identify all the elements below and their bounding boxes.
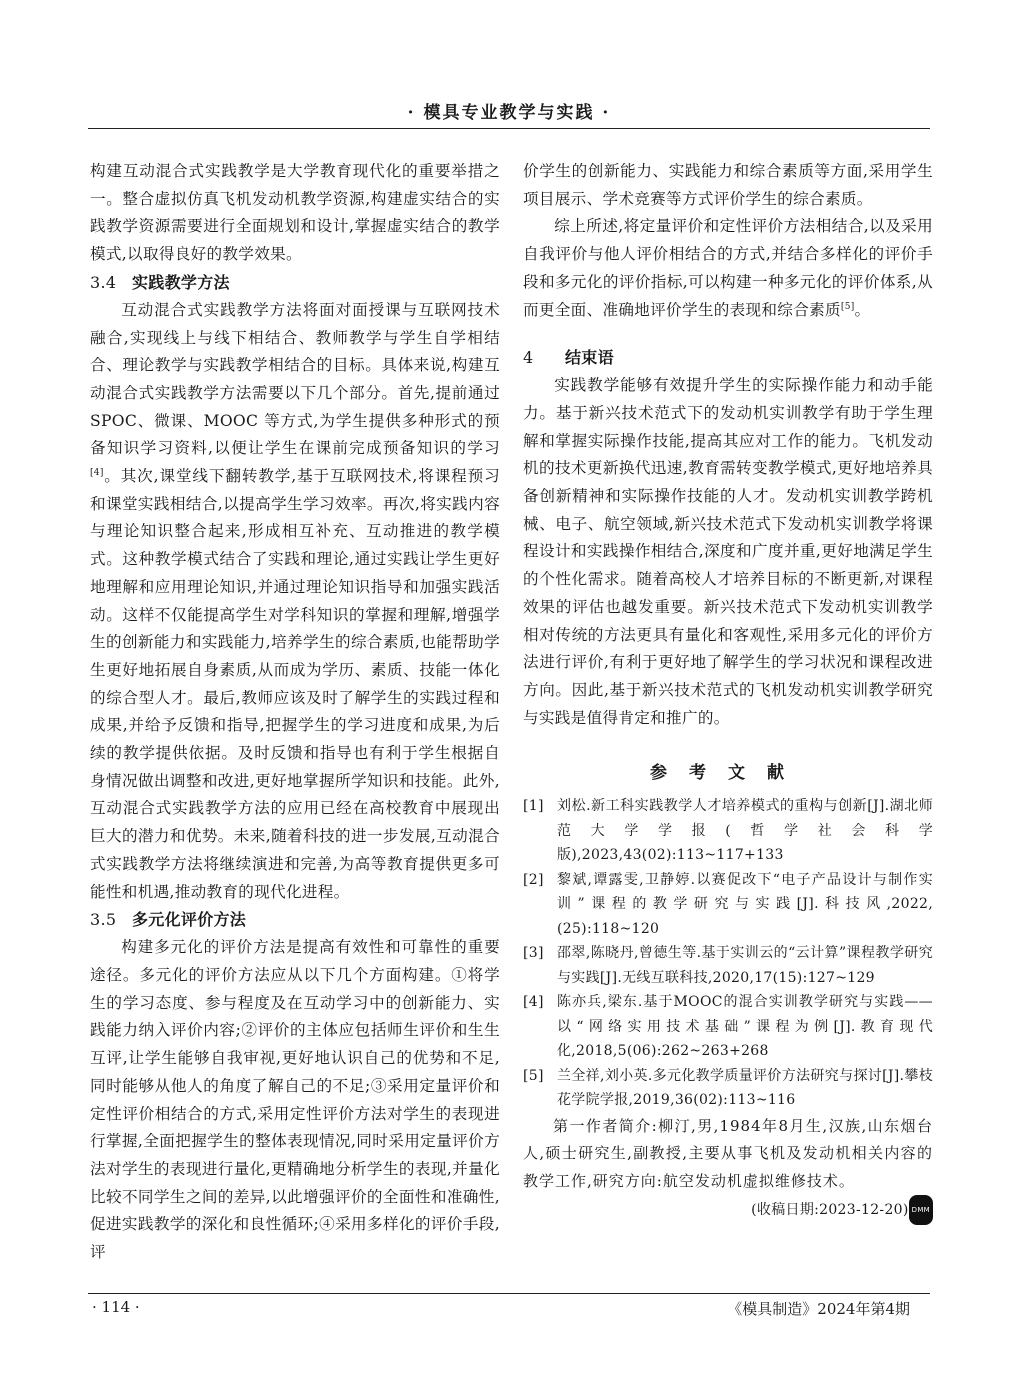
reference-text: 兰全祥,刘小英.多元化教学质量评价方法研究与探讨[J].攀枝花学院学报,2019,36(02):113~116 [557, 1067, 933, 1109]
reference-item [523, 794, 933, 868]
running-header: · 模具专业教学与实践 · [407, 103, 611, 123]
citation: [5] [840, 301, 855, 312]
section-title: 多元化评价方法 [132, 910, 247, 930]
page-number: · 114 · [92, 1298, 140, 1316]
section-title: 结束语 [565, 348, 614, 368]
section-heading-3-5 [90, 906, 500, 934]
reference-text: 邵翠,陈晓丹,曾德生等.基于实训云的“云计算”课程教学研究与实践[J].无线互联科技,2020,17(15):127~129 [557, 945, 933, 986]
reference-number: [2] [523, 871, 544, 888]
section-number: 3.5 [90, 910, 117, 930]
references-title: 参考文献 [650, 763, 806, 784]
section-number: 3.4 [90, 272, 117, 292]
paragraph: 实践教学能够有效提升学生的实际操作能力和动手能力。基于新兴技术范式下的发动机实训教学有助于学生理解和掌握实际操作技能,提高其应对工作的能力。飞机发动机的技术更新换代迅速,教育需转变教学模式,更好地培养具备创新精神和实际操作技能的人才。发动机实训教学跨机械、电子、航空领域,新兴技术范式下发动机实训教学将课程设计和实践操作相结合,深度和广度并重,更好地满足学生的个性化需求。随着高校人才培养目标的不断更新,对课程效果的评估也越发重要。新兴技术范式下发动机实训教学相对传统的方法更具有量化和客观性,采用多元化的评价方法进行评价,有利于更好地了解学生的学习状况和课程改进方向。因此,基于新兴技术范式的飞机发动机实训教学研究与实践是值得肯定和推广的。 [523, 376, 933, 727]
reference-text: 陈亦兵,梁东.基于MOOC的混合实训教学研究与实践——以“网络实用技术基础”课程为例[J].教育现代化,2018,5(06):262~263+268 [557, 994, 933, 1060]
reference-text: 刘松.新工科实践教学人才培养模式的重构与创新[J].湖北师范大学学报(哲学社会科学版),2023,43(02):113~117+133 [557, 798, 933, 864]
paragraph: 构建多元化的评价方法是提高有效性和可靠性的重要途径。多元化的评价方法应从以下几个方面构建。①将学生的学习态度、参与程度及在互动学习中的创新能力、实践能力纳入评价内容;②评价的主体应包括师生评价和生生互评,让学生能够自我审视,更好地认识自己的优势和不足,同时能够从他人的角度了解自己的不足;③采用定量评价和定性评价相结合的方式,采用定性评价方法对学生的表现进行掌握,全面把握学生的整体表现情况,同时采用定量评价方法对学生的表现进行量化,更精确地分析学生的表现,并量化比较不同学生之间的差异,以此增强评价的全面性和准确性,促进实践教学的深化和良性循环;④采用多样化的评价手段,评 [90, 938, 500, 1262]
journal-issue: 《模具制造》2024年第4期 [727, 1300, 910, 1318]
reference-item [523, 1064, 933, 1113]
reference-number: [5] [523, 1067, 544, 1084]
section-number: 4 [523, 348, 534, 368]
section-heading-3-4 [90, 269, 500, 297]
reference-number: [4] [523, 994, 544, 1011]
reference-item [523, 990, 933, 1064]
paragraph [523, 213, 933, 324]
reference-number: [3] [523, 945, 544, 962]
reference-item [523, 941, 933, 990]
author-bio: 第一作者简介:柳汀,男,1984年8月生,汉族,山东烟台人,硕士研究生,副教授,主要从事飞机及发动机相关内容的教学工作,研究方向:航空发动机虚拟维修技术。 [523, 1116, 933, 1190]
paragraph-text: 。其次,课堂线下翻转教学,基于互联网技术,将课程预习和课堂实践相结合,以提高学生学习效率。再次,将实践内容与理论知识整合起来,形成相互补充、互动推进的教学模式。这种教学模式结合了实践和理论,通过实践让学生更好地理解和应用理论知识,并通过理论知识指导和加强实践活动。这样不仅能提高学生对学科知识的掌握和理解,增强学生的创新能力和实践能力,培养学生的综合素质,也能帮助学生更好地拓展自身素质,从而成为学历、素质、技能一体化的综合型人才。最后,教师应该及时了解学生的实践过程和成果,并给予反馈和指导,把握学生的学习进度和成果,为后续的教学提供依据。及时反馈和指导也有利于学生根据自身情况做出调整和改进,更好地掌握所学知识和技能。此外,互动混合式实践教学方法的应用已经在高校教育中展现出巨大的潜力和优势。未来,随着科技的进一步发展,互动混合式实践教学方法将继续演进和完善,为高等教育提供更多可能性和机遇,推动教育的现代化进程。 [90, 467, 500, 901]
received-date [523, 1195, 933, 1225]
paragraph [90, 297, 500, 906]
left-column [90, 158, 500, 1267]
dmm-logo: DMM [909, 1195, 933, 1225]
paragraph-text: 。 [854, 300, 871, 319]
section-title: 实践教学方法 [132, 272, 230, 292]
reference-number: [1] [523, 798, 544, 815]
paragraph-text: 互动混合式实践教学方法将面对面授课与互联网技术融合,实现线上与线下相结合、教师教学与学生自学相结合、理论教学与实践教学相结合的目标。具体来说,构建互动混合式实践教学方法需要以下几个部分。首先,提前通过 SPOC、微课、MOOC 等方式,为学生提供多种形式的预备知识学习资料,以便让学生在课前完成预备知识的学习 [90, 300, 500, 458]
paragraph: 价学生的创新能力、实践能力和综合素质等方面,采用学生项目展示、学术竞赛等方式评价学生的综合素质。 [523, 162, 933, 208]
reference-list [523, 794, 933, 1113]
right-column [523, 158, 933, 1225]
footer-rule [88, 1293, 930, 1294]
reference-item [523, 868, 933, 942]
received-date-text: (收稿日期:2023-12-20) [751, 1202, 909, 1219]
reference-text: 黎斌,谭露雯,卫静婷.以赛促改下“电子产品设计与制作实训”课程的教学研究与实践[J].科技风,2022,(25):118~120 [557, 871, 933, 937]
citation: [4] [90, 468, 104, 479]
paragraph-text: 综上所述,将定量评价和定性评价方法相结合,以及采用自我评价与他人评价相结合的方式,并结合多样化的评价手段和多元化的评价指标,可以构建一种多元化的评价体系,从而更全面、准确地评价学生的表现和综合素质 [523, 217, 933, 319]
paragraph: 构建互动混合式实践教学是大学教育现代化的重要举措之一。整合虚拟仿真飞机发动机教学资源,构建虚实结合的实践教学资源需要进行全面规划和设计,掌握虚实结合的教学模式,以取得良好的教学效果。 [90, 162, 500, 264]
header-rule [88, 128, 930, 129]
section-heading-4 [523, 344, 933, 372]
